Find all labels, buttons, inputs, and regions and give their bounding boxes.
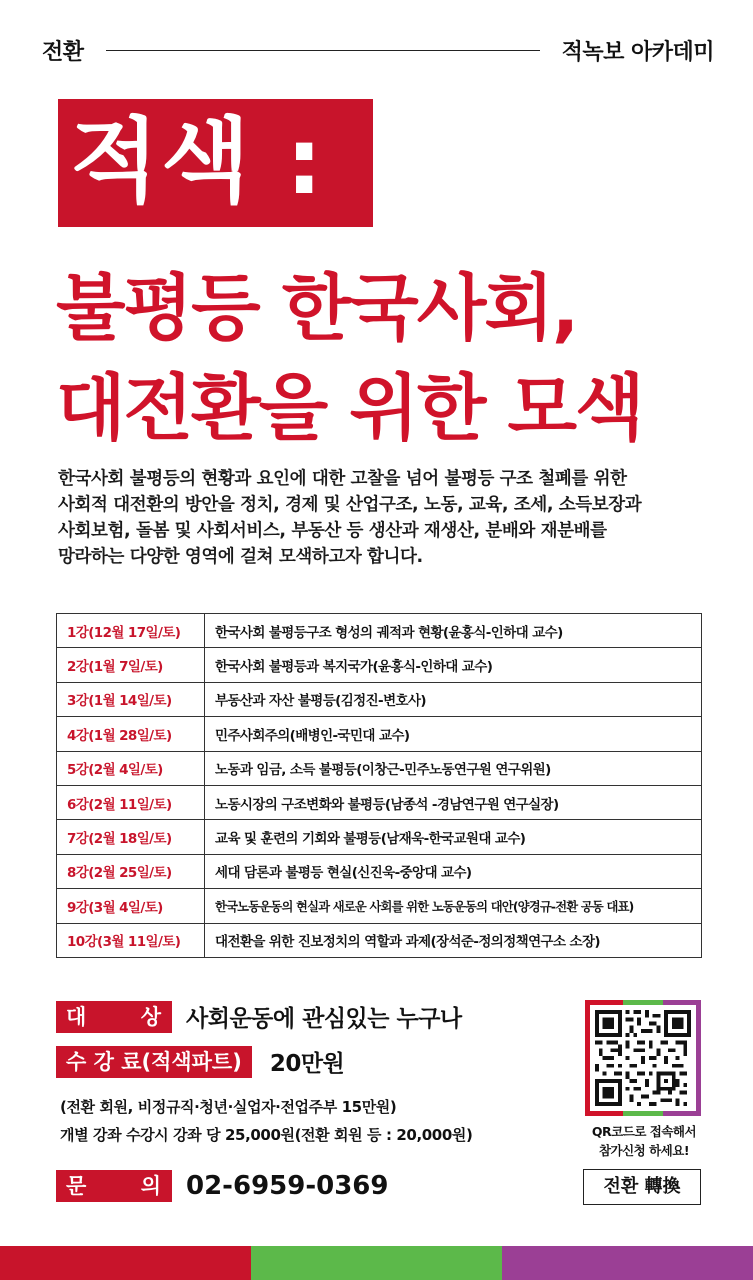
lecture-topic: 노동시장의 구조변화와 불평등(남종석 -경남연구원 연구실장) [205,785,702,819]
org-name: 전환 [42,39,84,65]
stripe-green [251,1246,502,1280]
qr-frame[interactable] [585,1000,701,1116]
lecture-date: 8강(2월 25일/토) [57,854,205,888]
table-row [57,614,702,648]
qr-caption-line-2: 참가신청 하세요! [598,1143,690,1158]
fee-note-single: 개별 강좌 수강시 강좌 당 25,000원(전환 회원 등 : 20,000원) [60,1126,473,1144]
qr-code-icon[interactable] [595,1010,691,1106]
description-line: 한국사회 불평등의 현황과 요인에 대한 고찰을 넘어 불평등 구조 철폐를 위한 [58,469,627,489]
lecture-date: 6강(2월 11일/토) [57,785,205,819]
qr-caption-line-1: QR코드로 접속해서 [591,1124,697,1139]
lecture-date: 7강(2월 18일/토) [57,820,205,854]
contact-row [56,1170,389,1202]
description-line: 사회보험, 돌봄 및 사회서비스, 부동산 등 생산과 재생산, 분배와 재분배를 [58,521,607,541]
target-label-a: 대 [66,1004,88,1029]
lecture-topic: 한국사회 불평등과 복지국가(윤홍식-인하대 교수) [205,648,702,682]
table-row [57,682,702,716]
lecture-topic: 세대 담론과 불평등 현실(신진욱-중앙대 교수) [205,854,702,888]
lecture-topic: 한국노동운동의 현실과 새로운 사회를 위한 노동운동의 대안(양경규-전환 공동 대표) [205,889,702,923]
kicker-title: 적색 : [70,108,325,215]
color-stripe [0,1246,753,1280]
lecture-topic: 교육 및 훈련의 기회와 불평등(남재욱-한국교원대 교수) [205,820,702,854]
table-row [57,854,702,888]
table-row [57,717,702,751]
lecture-topic: 한국사회 불평등구조 형성의 궤적과 현황(윤홍식-인하대 교수) [205,614,702,648]
fee-row [56,1045,344,1078]
contact-label-a: 문 [66,1174,88,1198]
table-row [57,648,702,682]
table-row [57,923,702,957]
lecture-date: 1강(12월 17일/토) [57,614,205,648]
target-label-b: 상 [140,1004,162,1029]
stripe-purple [502,1246,753,1280]
contact-label-b: 의 [140,1174,162,1198]
lecture-date: 4강(1월 28일/토) [57,717,205,751]
fee-note-discount: (전환 회원, 비정규직·청년·실업자·전업주부 15만원) [60,1098,397,1116]
lecture-date: 10강(3월 11일/토) [57,923,205,957]
table-row [57,785,702,819]
target-label [56,1001,172,1033]
header-bar [42,30,714,70]
lecture-topic: 민주사회주의(배병인-국민대 교수) [205,717,702,751]
header-divider [106,50,540,51]
description-line: 망라하는 다양한 영역에 걸쳐 모색하고자 합니다. [58,547,423,567]
contact-phone: 02-6959-0369 [186,1171,389,1201]
table-row [57,889,702,923]
table-row [57,751,702,785]
description-line: 사회적 대전환의 방안을 정치, 경제 및 산업구조, 노동, 교육, 조세, 소득보장과 [58,495,642,515]
table-row [57,820,702,854]
headline-line-1: 불평등 한국사회, [56,266,578,350]
lecture-date: 2강(1월 7일/토) [57,648,205,682]
stripe-red [0,1246,251,1280]
academy-name: 적녹보 아카데미 [561,39,714,65]
lecture-topic: 노동과 임금, 소득 불평등(이창근-민주노동연구원 연구위원) [205,751,702,785]
target-row [56,1000,462,1033]
brand-logo: 전환 轉換 [583,1169,701,1205]
qr-caption [583,1122,705,1160]
lecture-schedule-table [56,613,702,958]
headline-line-2: 대전환을 위한 모색 [56,366,643,450]
lecture-date: 3강(1월 14일/토) [57,682,205,716]
lecture-date: 9강(3월 4일/토) [57,889,205,923]
target-value: 사회운동에 관심있는 누구나 [186,1006,462,1032]
fee-value: 20만원 [269,1051,345,1077]
contact-label [56,1170,172,1202]
lecture-topic: 부동산과 자산 불평등(김정진-변호사) [205,682,702,716]
lecture-date: 5강(2월 4일/토) [57,751,205,785]
fee-label: 수 강 료(적색파트) [56,1046,252,1078]
lecture-topic: 대전환을 위한 진보정치의 역할과 과제(장석준-정의정책연구소 소장) [205,923,702,957]
description [58,466,708,570]
